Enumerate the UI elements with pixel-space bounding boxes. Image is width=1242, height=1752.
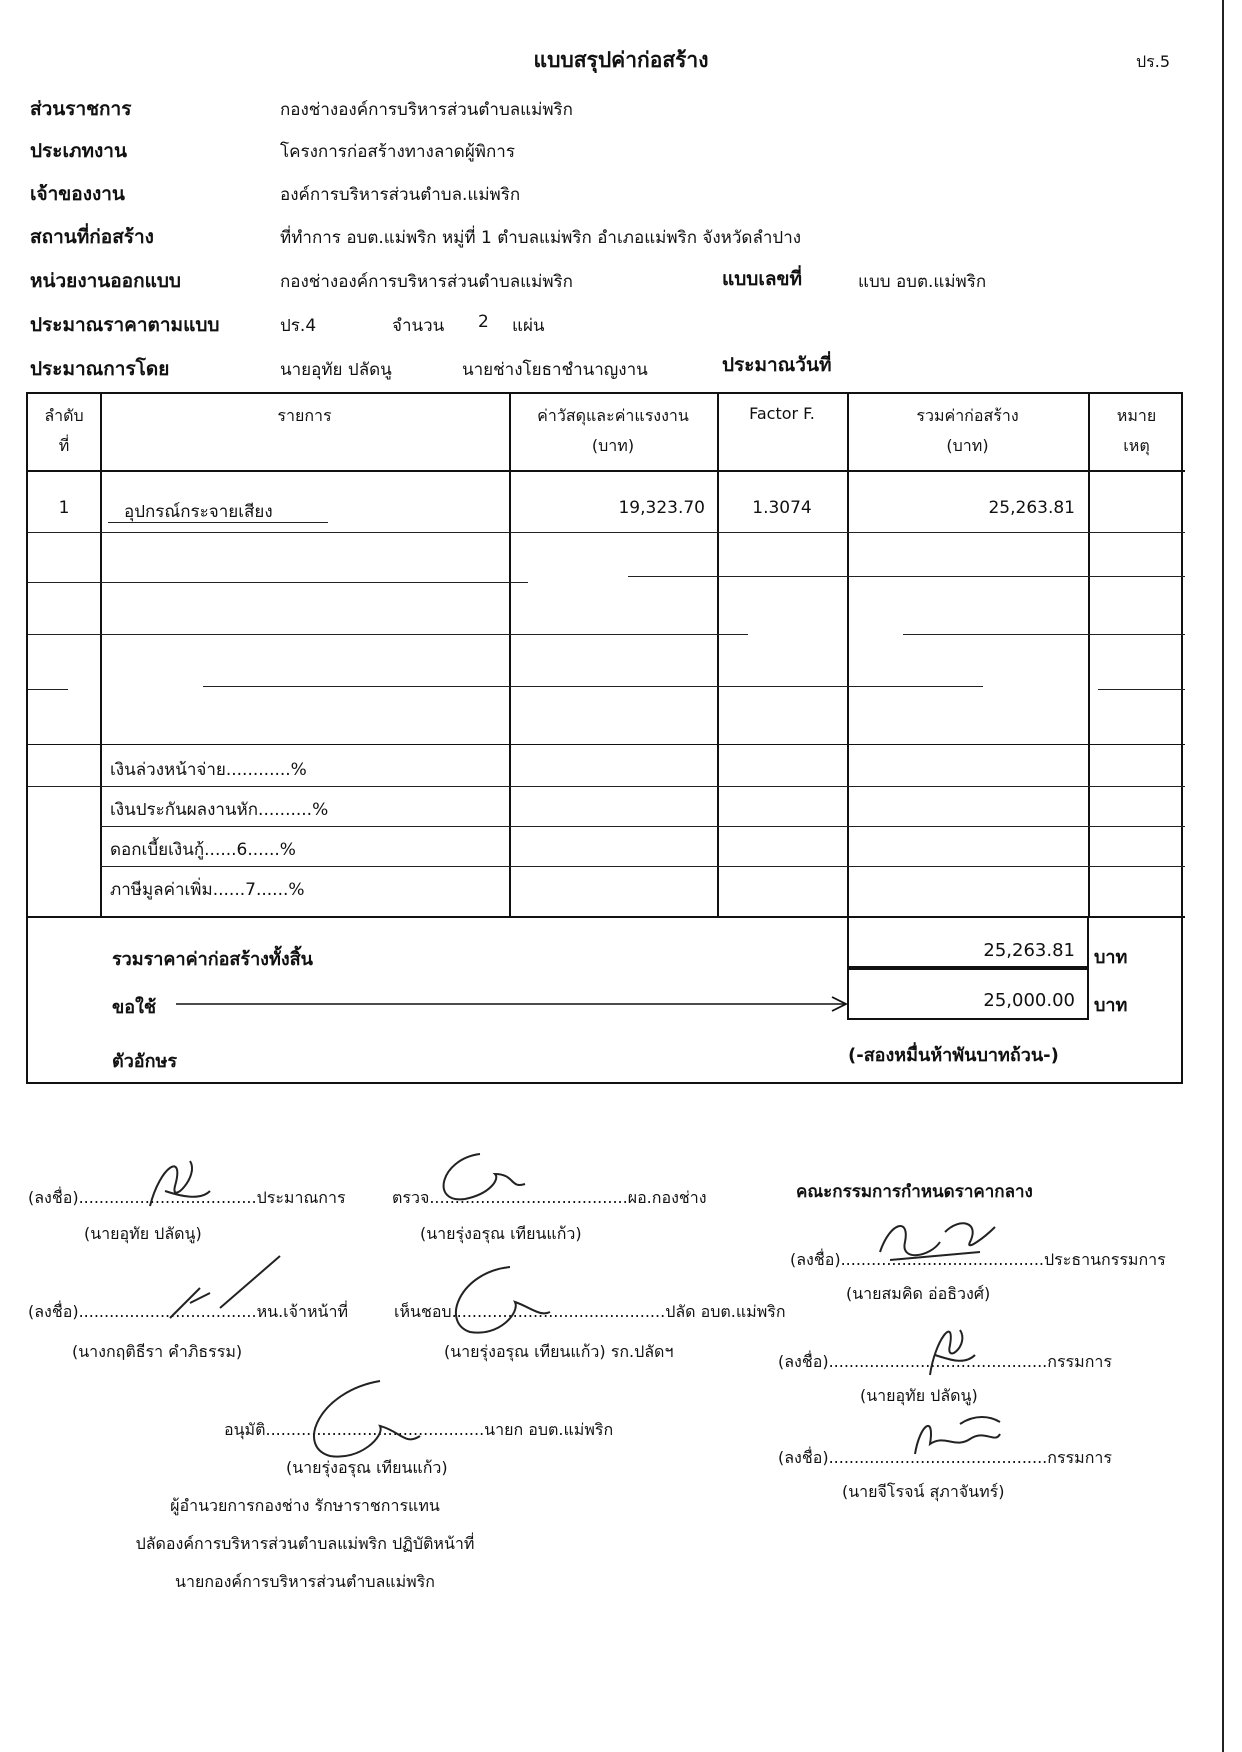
header-item: รายการ bbox=[277, 406, 332, 425]
adjustment-interest: ดอกเบี้ยเงินกู้......6......% bbox=[110, 840, 296, 860]
owner-label: เจ้าของงาน bbox=[30, 183, 125, 205]
header-total-unit: (บาท) bbox=[946, 436, 989, 455]
header-no: ลำดับ bbox=[44, 406, 84, 425]
committee-member-1-line: (ลงชื่อ)...........................................กรรมการ bbox=[778, 1352, 1112, 1371]
row-1-no: 1 bbox=[58, 498, 70, 518]
sign-authorize-name: (นายรุ่งอรุณ เทียนแก้ว) bbox=[286, 1458, 448, 1477]
header-note: หมาย bbox=[1116, 406, 1157, 425]
site-value: ที่ทำการ อบต.แม่พริก หมู่ที่ 1 ตำบลแม่พริก อำเภอแม่พริก จังหวัดลำปาง bbox=[280, 228, 802, 248]
sign-authorize-line: อนุมัติ...........................................นายก อบต.แม่พริก bbox=[224, 1420, 614, 1439]
sign-officer-name: (นางกฤติธีรา คำภิธรรม) bbox=[72, 1342, 243, 1361]
estimate-count-label: จำนวน bbox=[392, 316, 445, 336]
agency-label: ส่วนราชการ bbox=[30, 98, 132, 120]
form-code: ปร.5 bbox=[1135, 52, 1170, 71]
committee-member-1-name: (นายอุทัย ปลัดนู) bbox=[860, 1386, 978, 1405]
signature-scribble bbox=[900, 1404, 1010, 1464]
committee-member-2-line: (ลงชื่อ)...........................................กรรมการ bbox=[778, 1448, 1112, 1467]
document-title: แบบสรุปค่าก่อสร้าง bbox=[533, 48, 709, 72]
sign-authorize-note-1: ผู้อำนวยการกองช่าง รักษาราชการแทน bbox=[170, 1496, 440, 1515]
request-value: 25,000.00 bbox=[983, 990, 1075, 1011]
header-no-2: ที่ bbox=[58, 436, 70, 455]
header-cost-unit: (บาท) bbox=[591, 436, 635, 455]
request-currency: บาท bbox=[1094, 995, 1128, 1016]
estimator-name: นายอุทัย ปลัดนู bbox=[280, 360, 392, 380]
sign-estimator-name: (นายอุทัย ปลัดนู) bbox=[84, 1224, 202, 1243]
arrow-right-icon bbox=[176, 992, 856, 1016]
owner-value: องค์การบริหารส่วนตำบล.แม่พริก bbox=[280, 185, 521, 205]
design-no-value: แบบ อบต.แม่พริก bbox=[858, 272, 987, 292]
work-type-label: ประเภทงาน bbox=[30, 140, 127, 162]
signature-scribble bbox=[420, 1144, 540, 1214]
estimate-unit: แผ่น bbox=[512, 316, 545, 336]
signature-scribble bbox=[910, 1310, 980, 1380]
committee-member-2-name: (นายจีโรจน์ สุภาจันทร์) bbox=[842, 1482, 1005, 1501]
in-words-label: ตัวอักษร bbox=[112, 1051, 178, 1072]
grand-total-currency: บาท bbox=[1094, 947, 1128, 968]
estimator-label: ประมาณการโดย bbox=[30, 358, 170, 380]
cost-summary-table bbox=[26, 392, 1183, 1084]
row-1-factor: 1.3074 bbox=[752, 498, 812, 518]
design-unit-value: กองช่างองค์การบริหารส่วนตำบลแม่พริก bbox=[280, 272, 573, 292]
adjustment-retention: เงินประกันผลงานหัก..........% bbox=[110, 800, 329, 820]
estimate-count: 2 bbox=[478, 312, 489, 332]
committee-title: คณะกรรมการกำหนดราคากลาง bbox=[796, 1182, 1033, 1202]
sign-inspector-name: (นายรุ่งอรุณ เทียนแก้ว) bbox=[420, 1224, 582, 1243]
sign-approve-line: เห็นชอบ..........................................ปลัด อบต.แม่พริก bbox=[394, 1302, 786, 1321]
header-total: รวมค่าก่อสร้าง bbox=[916, 406, 1019, 425]
agency-value: กองช่างองค์การบริหารส่วนตำบลแม่พริก bbox=[280, 100, 573, 120]
in-words-value: (-สองหมื่นห้าพันบาทถ้วน-) bbox=[848, 1045, 1059, 1066]
design-no-label: แบบเลขที่ bbox=[722, 268, 803, 290]
signature-scribble bbox=[130, 1146, 220, 1226]
row-1-total: 25,263.81 bbox=[988, 498, 1075, 518]
work-type-value: โครงการก่อสร้างทางลาดผู้พิการ bbox=[280, 142, 515, 162]
grand-total-value: 25,263.81 bbox=[983, 940, 1075, 961]
sign-approve-name: (นายรุ่งอรุณ เทียนแก้ว) รก.ปลัดฯ bbox=[444, 1342, 674, 1361]
request-label: ขอใช้ bbox=[112, 997, 157, 1018]
signature-scribble bbox=[870, 1212, 1000, 1272]
estimator-position: นายช่างโยธาชำนาญงาน bbox=[462, 360, 648, 380]
signature-scribble bbox=[430, 1262, 560, 1342]
signature-scribble bbox=[150, 1248, 290, 1328]
header-factor: Factor F. bbox=[749, 404, 815, 423]
sign-authorize-note-2: ปลัดองค์การบริหารส่วนตำบลแม่พริก ปฏิบัติหน้าที่ bbox=[135, 1534, 475, 1553]
estimate-date-label: ประมาณวันที่ bbox=[722, 354, 832, 376]
committee-chair-line: (ลงชื่อ)........................................ประธานกรรมการ bbox=[790, 1250, 1166, 1269]
sign-authorize-note-3: นายกองค์การบริหารส่วนตำบลแม่พริก bbox=[175, 1572, 435, 1591]
sign-estimator-line: (ลงชื่อ)...................................ประมาณการ bbox=[28, 1188, 346, 1207]
sign-officer-line: (ลงชื่อ)...................................หน.เจ้าหน้าที่ bbox=[28, 1302, 348, 1321]
estimate-form: ปร.4 bbox=[280, 316, 317, 336]
row-1-item: อุปกรณ์กระจายเสียง bbox=[124, 502, 273, 522]
signature-scribble bbox=[290, 1376, 430, 1466]
adjustment-vat: ภาษีมูลค่าเพิ่ม......7......% bbox=[110, 880, 305, 900]
committee-chair-name: (นายสมคิด อ่อธิวงศ์) bbox=[846, 1284, 991, 1303]
sign-inspector-line: ตรวจ.......................................ผอ.กองช่าง bbox=[392, 1188, 707, 1207]
grand-total-label: รวมราคาค่าก่อสร้างทั้งสิ้น bbox=[112, 949, 313, 970]
estimate-label: ประมาณราคาตามแบบ bbox=[30, 314, 220, 336]
row-1-cost: 19,323.70 bbox=[618, 498, 705, 518]
site-label: สถานที่ก่อสร้าง bbox=[30, 226, 154, 248]
adjustment-advance: เงินล่วงหน้าจ่าย............% bbox=[110, 760, 307, 780]
header-cost: ค่าวัสดุและค่าแรงงาน bbox=[537, 406, 689, 425]
header-note-2: เหตุ bbox=[1123, 436, 1150, 455]
design-unit-label: หน่วยงานออกแบบ bbox=[30, 270, 181, 292]
